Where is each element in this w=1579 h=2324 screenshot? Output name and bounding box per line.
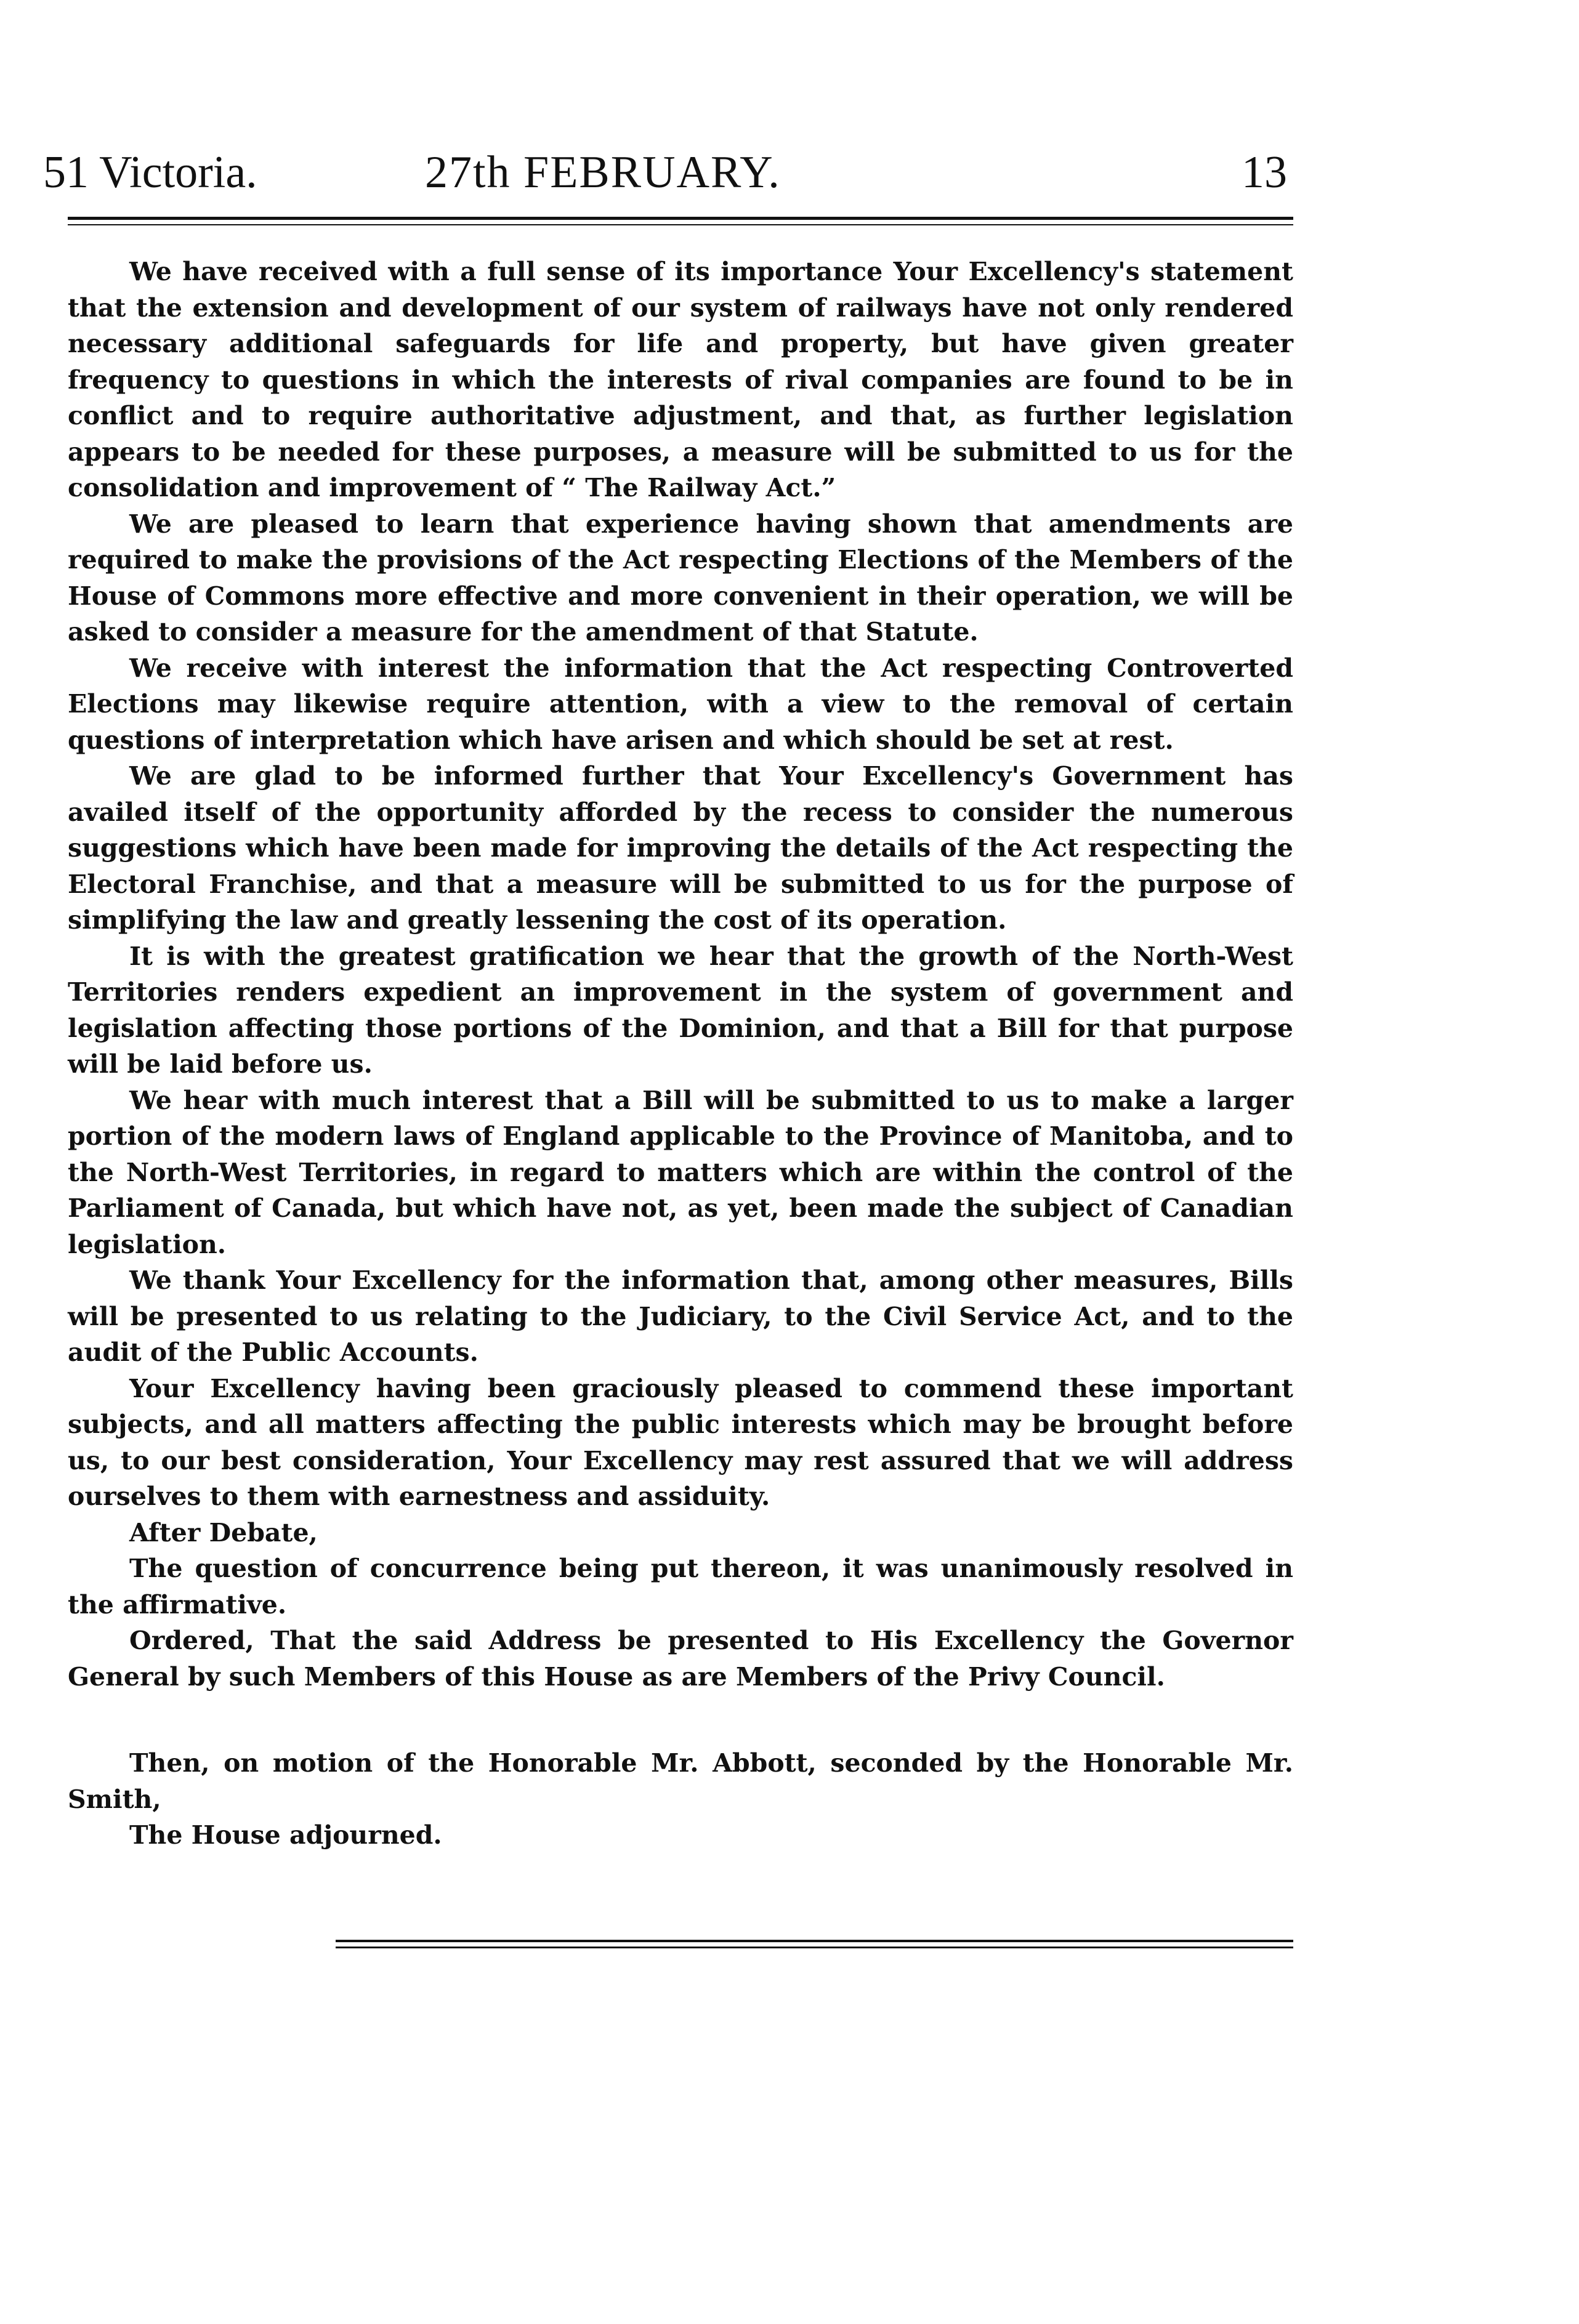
paragraph-ordered: Ordered, That the said Address be presented to His Excellency the Governor General by such Members of this House as are Members of the Privy Council. — [68, 1626, 1293, 1692]
paragraph-elections-act: We are pleased to learn that experience having shown that amendments are required to make the provisions of the Act respecting Elections of the Members of the House of Commons more effective and more convenient in their operation, we will be asked to consider a measure for the amendment of that Statute. — [68, 509, 1293, 647]
paragraph-north-west-territories: It is with the greatest gratification we hear that the growth of the North-West Territories renders expedient an improvement in the system of government and legislation affecting those portions of the Dominion, and that a Bill for that purpose will be laid before us. — [68, 941, 1293, 1079]
paragraph-laws-of-england: We hear with much interest that a Bill will be submitted to us to make a larger portion of the modern laws of England applicable to the Province of Manitoba, and to the North-West Territories, in regard to matters which are within the control of the Parliament of Canada, but which have not, as yet, been made the subject of Canadian legislation. — [68, 1085, 1293, 1259]
session-label: 51 Victoria. — [43, 147, 257, 198]
page-number: 13 — [1242, 147, 1287, 198]
paragraph-controverted-elections: We receive with interest the information that the Act respecting Controverted Elections may likewise require attention, with a view to the removal of certain questions of interpretation which have arisen and which should be set at rest. — [68, 653, 1293, 755]
paragraph-concurrence: The question of concurrence being put thereon, it was unanimously resolved in the affirmative. — [68, 1554, 1293, 1620]
header-divider — [68, 217, 1293, 225]
header-date: 27th FEBRUARY. — [425, 147, 781, 198]
paragraph-motion: Then, on motion of the Honorable Mr. Abbott, seconded by the Honorable Mr. Smith, — [68, 1748, 1293, 1814]
paragraph-railway-act: We have received with a full sense of its importance Your Excellency's statement that the extension and development of our system of railways have not only rendered necessary additional safeguards for life and property, but have given greater frequency to questions in which the interests of rival companies are found to be in conflict and to require authoritative adjustment, and that, as further legislation appears to be needed for these purposes, a measure will be submitted to us for the consolidation and improvement of “ The Railway Act.” — [68, 257, 1293, 502]
footer-divider — [336, 1940, 1293, 1948]
page-header — [43, 139, 1306, 206]
paragraph-consideration: Your Excellency having been graciously pleased to commend these important subjects, and all matters affecting the public interests which may be brought before us, to our best consideration, Your Excellency may rest assured that we will address ourselves to them with earnestness and assiduity. — [68, 1373, 1293, 1511]
paragraph-after-debate: After Debate, — [129, 1517, 318, 1547]
paragraph-adjourned: The House adjourned. — [129, 1820, 442, 1850]
document-body — [68, 254, 1293, 1854]
paragraph-judiciary: We thank Your Excellency for the information that, among other measures, Bills will be presented to us relating to the Judiciary, to the Civil Service Act, and to the audit of the Public Accounts. — [68, 1265, 1293, 1367]
paragraph-electoral-franchise: We are glad to be informed further that Your Excellency's Government has availed itself of the opportunity afforded by the recess to consider the numerous suggestions which have been made for improving the details of the Act respecting the Electoral Franchise, and that a measure will be submitted to us for the purpose of simplifying the law and greatly lessening the cost of its operation. — [68, 761, 1293, 935]
